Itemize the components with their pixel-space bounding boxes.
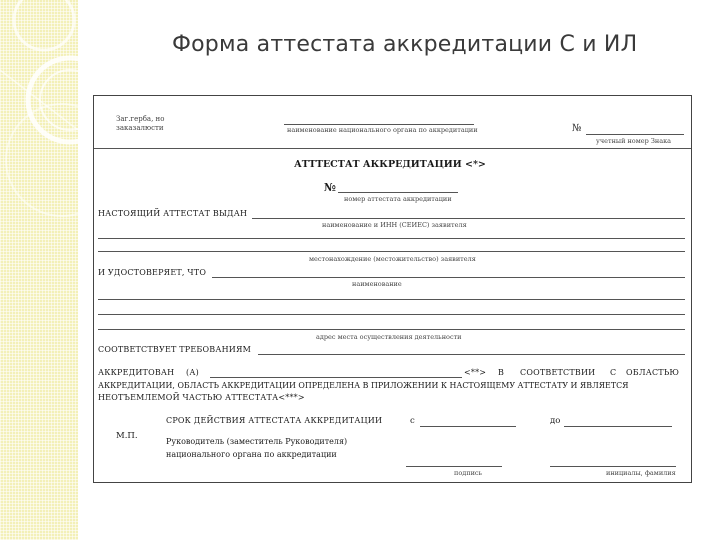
signature-caption: подпись: [454, 469, 483, 477]
emblem-label-line2: заказалюсти: [116, 124, 164, 132]
validity-to-label: до: [550, 416, 561, 426]
authority-caption: наименование национального органа по аккредитации: [287, 126, 478, 134]
blank-line: [98, 314, 685, 315]
validity-from-label: с: [410, 416, 415, 426]
certificate-title: АТТТЕСТАТ АККРЕДИТАЦИИ <*>: [294, 159, 486, 170]
certifies-label: И УДОСТОВЕРЯЕТ, ЧТО: [98, 268, 207, 277]
header-divider: [94, 148, 691, 149]
issued-to-label: НАСТОЯЩИЙ АТТЕСТАТ ВЫДАН: [98, 209, 248, 218]
blank-line: [98, 238, 685, 239]
initials-line: [550, 466, 676, 467]
decorative-side-strip: [0, 0, 78, 540]
signature-line: [406, 466, 502, 467]
certificate-form: [93, 95, 692, 483]
location-caption: местонахождение (местожительство) заявителя: [309, 255, 476, 263]
initials-caption: инициалы, фамилия: [606, 469, 676, 477]
certifies-line: [212, 277, 685, 278]
certificate-number-caption: номер аттестата аккредитации: [344, 195, 452, 203]
issued-to-line: [252, 218, 685, 219]
authority-name-line: [284, 124, 474, 125]
accredited-word-4: В: [498, 368, 505, 377]
certificate-number-label: №: [324, 181, 336, 194]
certificate-number-line: [338, 192, 458, 193]
accredited-word-2: (А): [186, 368, 199, 377]
issued-to-caption: наименование и ИНН (СЕИЕС) заявителя: [322, 221, 467, 229]
accredited-word-3: <**>: [464, 368, 487, 377]
emblem-label-line1: Заг.герба, но: [116, 115, 165, 123]
address-caption: адрес места осуществления деятельности: [316, 333, 462, 341]
scope-text-line-2: АККРЕДИТАЦИИ, ОБЛАСТЬ АККРЕДИТАЦИИ ОПРЕДЕЛЕНА В ПРИЛОЖЕНИИ К НАСТОЯЩЕМУ АТТЕСТАТУ И ЯВЛЯЕТСЯ: [98, 381, 629, 390]
accredited-word-5: СООТВЕТСТВИИ: [520, 368, 596, 377]
slide-title: Форма аттестата аккредитации С и ИЛ: [172, 32, 638, 57]
name-caption: наименование: [352, 280, 402, 288]
mark-number-sign: №: [572, 123, 582, 134]
mark-number-caption: учетный номер Знака: [596, 137, 672, 145]
complies-line: [258, 354, 685, 355]
scope-text-line-3: НЕОТЪЕМЛЕМОЙ ЧАСТЬЮ АТТЕСТАТА<***>: [98, 393, 305, 402]
validity-to-line: [564, 426, 672, 427]
validity-label: СРОК ДЕЙСТВИЯ АТТЕСТАТА АККРЕДИТАЦИИ: [166, 416, 383, 425]
blank-line: [98, 251, 685, 252]
mark-number-line: [586, 134, 684, 135]
blank-line: [98, 299, 685, 300]
accredited-line: [210, 377, 462, 378]
accredited-word-1: АККРЕДИТОВАН: [98, 368, 175, 377]
head-title-line2: национального органа по аккредитации: [166, 450, 337, 459]
accredited-word-7: ОБЛАСТЬЮ: [626, 368, 680, 377]
decorative-circles: [0, 0, 78, 540]
validity-from-line: [420, 426, 516, 427]
blank-line: [98, 329, 685, 330]
stamp-place-label: М.П.: [116, 431, 138, 441]
accredited-word-6: С: [610, 368, 617, 377]
head-title-line1: Руководитель (заместитель Руководителя): [166, 437, 348, 446]
complies-label: СООТВЕТСТВУЕТ ТРЕБОВАНИЯМ: [98, 345, 252, 354]
